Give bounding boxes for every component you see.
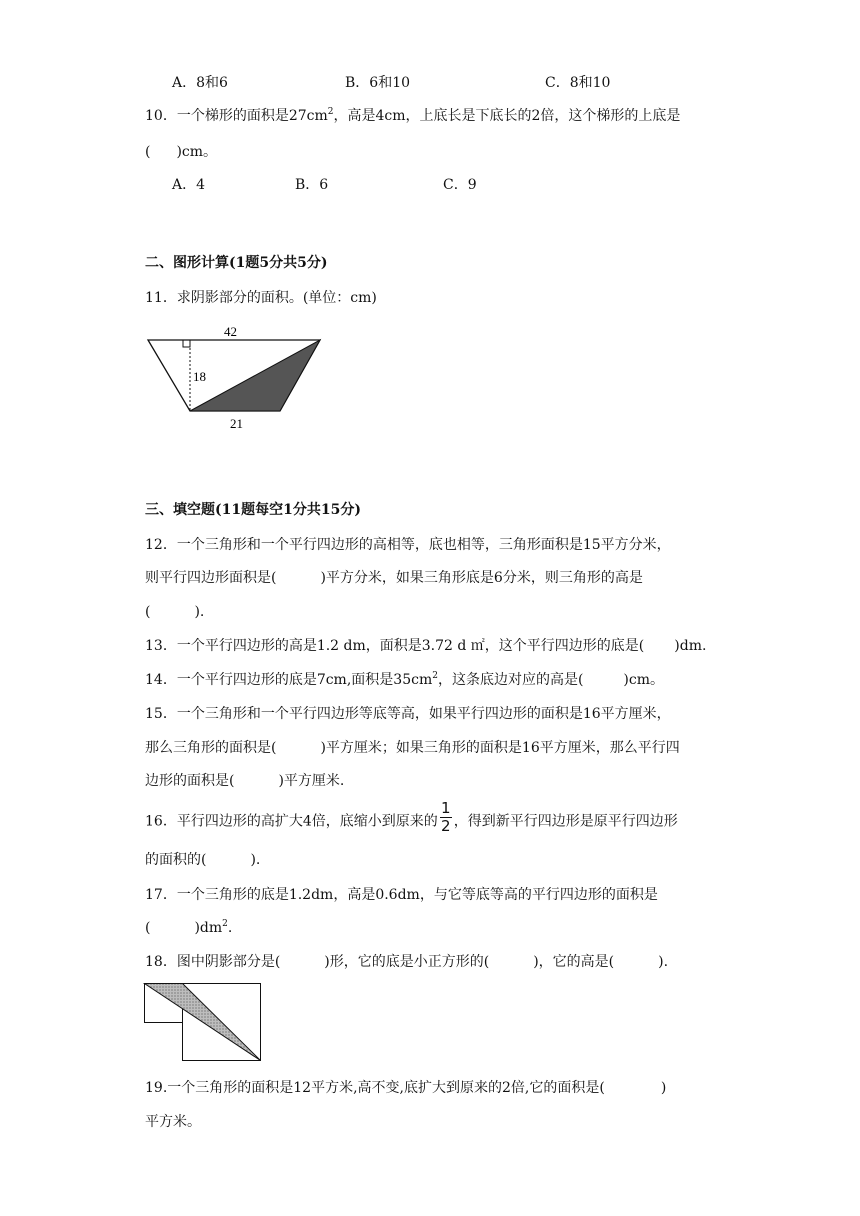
q11-text: 11．求阴影部分的面积。(单位：cm): [145, 290, 377, 306]
q14-text-a: 14．一个平行四边形的底是7cm,面积是35cm: [145, 672, 433, 688]
q16-text-c: 的面积的(: [145, 852, 207, 868]
q13-text-b: )dm.: [674, 638, 707, 654]
section-3-heading: 三、填空题(11题每空1分共15分): [145, 502, 361, 518]
q18-text-c: )，它的高是(: [533, 954, 615, 970]
q14-line: [145, 670, 664, 690]
q16-line1: [145, 799, 678, 835]
q12-text-c: (: [145, 604, 151, 620]
q16-text-d: ).: [250, 852, 261, 868]
q15-line3: [145, 771, 344, 791]
q11-trapezoid-figure: [140, 320, 340, 430]
q15-text-b: )平方厘米；如果三角形的面积是16平方厘米，那么平行四: [320, 740, 680, 756]
q9-option-a: A．8和6: [172, 75, 228, 91]
q10-line2: [145, 142, 217, 162]
q16-text-b: ，得到新平行四边形是原平行四边形: [453, 813, 678, 830]
q18-squares-figure: [144, 983, 264, 1063]
q14-sup: 2: [432, 671, 438, 681]
q16-frac-num: 1: [440, 799, 451, 817]
q12-line2: [145, 568, 643, 588]
q17-text-c: .: [227, 920, 233, 936]
q10-text-a: 10．一个梯形的面积是27cm: [145, 108, 328, 124]
q17-sup: 2: [222, 919, 228, 929]
q17-line2: [145, 918, 232, 938]
q18-text-b: )形，它的底是小正方形的(: [324, 954, 490, 970]
q12-text-a: 则平行四边形面积是(: [145, 570, 277, 586]
q14-text-b: ，这条底边对应的高是(: [437, 672, 584, 688]
q15-text-a: 那么三角形的面积是(: [145, 740, 277, 756]
q13-text-a: 13．一个平行四边形的高是1.2 dm，面积是3.72 d ㎡，这个平行四边形的底是(: [145, 638, 645, 654]
q10-option-b: B．6: [295, 177, 329, 193]
q19-text-a: 19.一个三角形的面积是12平方米,高不变,底扩大到原来的2倍,它的面积是(: [145, 1080, 605, 1096]
q10-paren-open: (: [145, 144, 151, 160]
q12-line1: 12．一个三角形和一个平行四边形的高相等，底也相等，三角形面积是15平方分米，: [145, 537, 671, 553]
q10-option-c: C．9: [443, 177, 477, 193]
q16-line2: [145, 850, 260, 870]
q13-line: [145, 636, 706, 656]
q16-fraction: [440, 801, 452, 834]
q10-line1: [145, 106, 680, 126]
q18-line: [145, 952, 668, 972]
q12-line3: [145, 602, 204, 622]
q11-label-bottom: 21: [230, 416, 243, 431]
q19-line2: 平方米。: [145, 1114, 201, 1130]
q10-sup: 2: [327, 107, 334, 117]
q12-text-d: ).: [194, 604, 205, 620]
q19-text-b: ): [660, 1080, 667, 1096]
q17-text-b: )dm: [194, 920, 223, 936]
q11-label-height: 18: [193, 369, 206, 384]
q9-option-c: C．8和10: [545, 75, 611, 91]
q18-text-a: 18．图中阴影部分是(: [145, 954, 281, 970]
q15-line1: 15．一个三角形和一个平行四边形等底等高，如果平行四边形的面积是16平方厘米，: [145, 706, 671, 722]
q16-frac-den: 2: [440, 817, 451, 835]
q18-text-d: ).: [658, 954, 669, 970]
q9-option-b: B．6和10: [345, 75, 411, 91]
q14-text-c: )cm。: [623, 672, 664, 688]
q10-option-a: A．4: [172, 177, 206, 193]
q10-text-b: ，高是4cm，上底长是下底长的2倍，这个梯形的上底是: [333, 108, 681, 124]
q17-line1: 17．一个三角形的底是1.2dm，高是0.6dm，与它等底等高的平行四边形的面积是: [145, 887, 658, 903]
q10-paren-close: )cm。: [176, 144, 218, 160]
q19-line1: [145, 1078, 666, 1098]
q16-text-a: 16．平行四边形的高扩大4倍，底缩小到原来的: [145, 813, 438, 830]
q17-text-a: (: [145, 920, 151, 936]
section-2-heading: 二、图形计算(1题5分共5分): [145, 255, 328, 271]
q11-label-top: 42: [224, 324, 237, 339]
q15-text-c: 边形的面积是(: [145, 773, 235, 789]
q15-text-d: )平方厘米.: [278, 773, 345, 789]
q15-line2: [145, 738, 680, 758]
q12-text-b: )平方分米，如果三角形底是6分米，则三角形的高是: [320, 570, 643, 586]
